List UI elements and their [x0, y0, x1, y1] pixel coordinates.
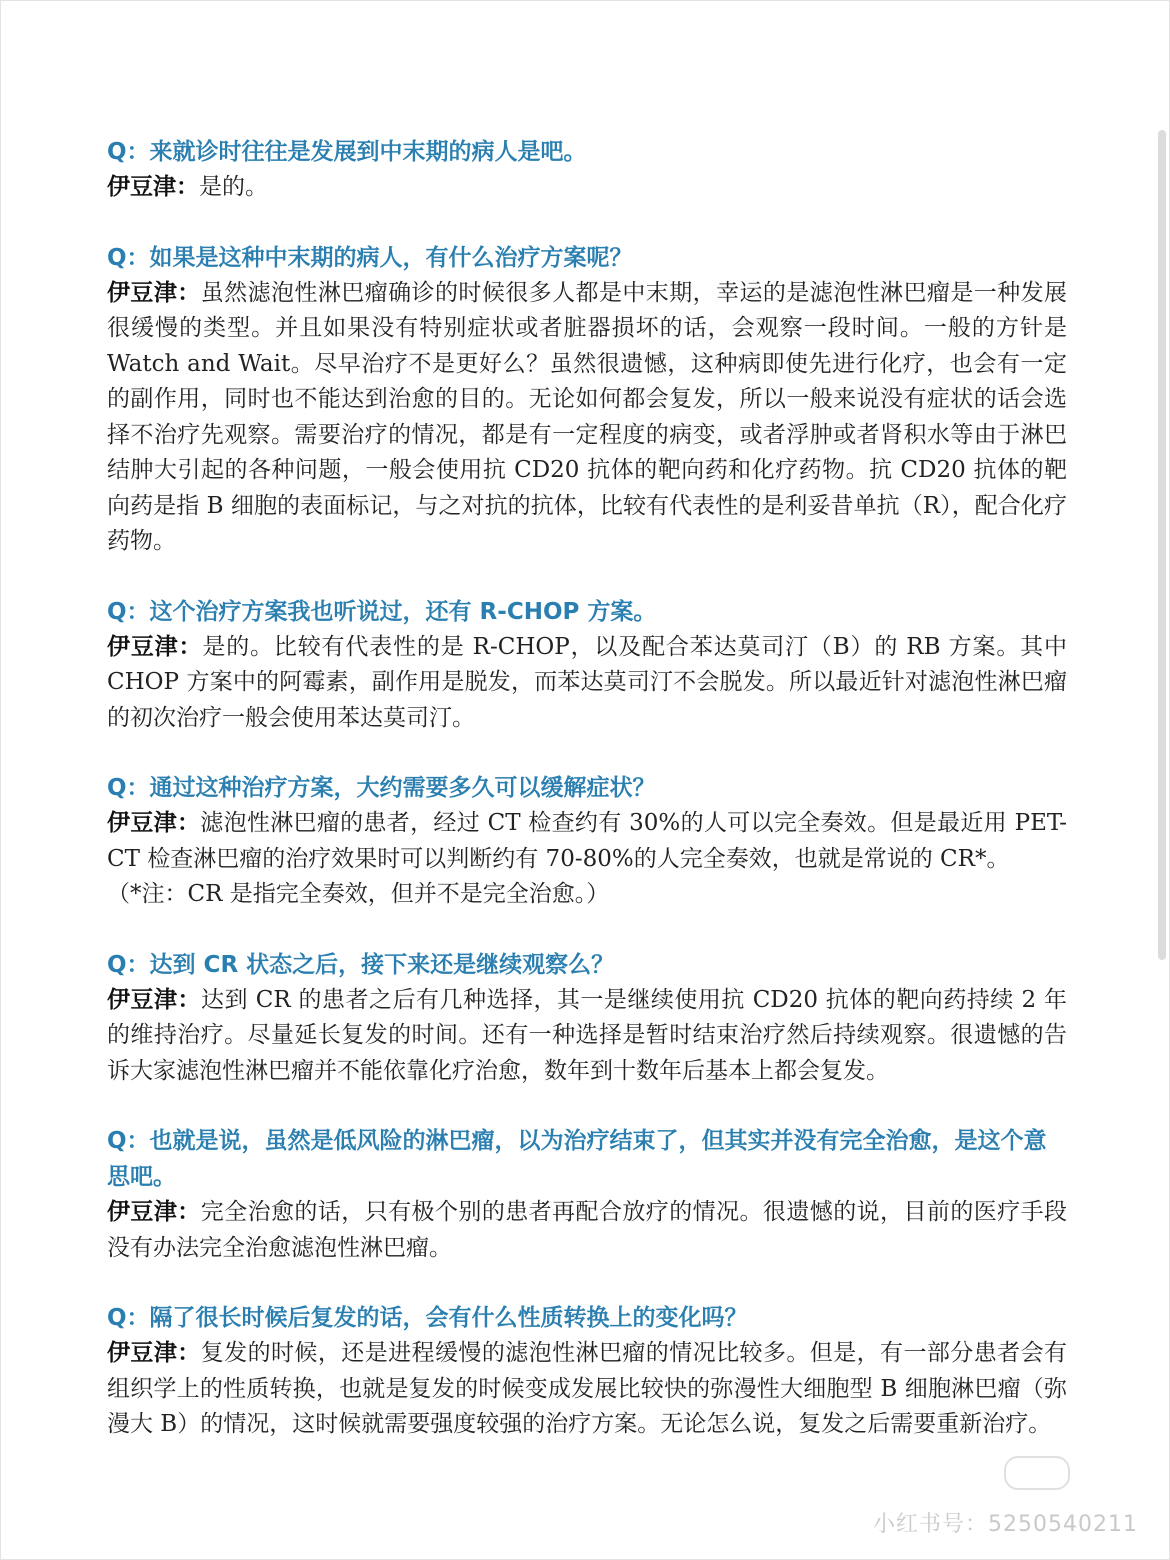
answer-text: 完全治愈的话，只有极个别的患者再配合放疗的情况。很遗憾的说，目前的医疗手段没有办法完全治愈滤泡性淋巴瘤。: [107, 1199, 1068, 1261]
qa-item-1: [107, 134, 1067, 206]
watermark: 小红书号：5250540211: [873, 1512, 1138, 1537]
question: Q：达到 CR 状态之后，接下来还是继续观察么？: [107, 951, 615, 978]
answer-text: 达到 CR 的患者之后有几种选择，其一是继续使用抗 CD20 抗体的靶向药持续 2 年的维持治疗。尽量延长复发的时间。还有一种选择是暂时结束治疗然后持续观察。很遗憾的告诉大家滤泡性淋巴瘤并不能依靠化疗治愈，数年到十数年后基本上都会复发。: [107, 986, 1067, 1084]
qa-item-3: [107, 594, 1067, 737]
answer-text: 虽然滤泡性淋巴瘤确诊的时候很多人都是中末期，幸运的是滤泡性淋巴瘤是一种发展很缓慢的类型。并且如果没有特别症状或者脏器损坏的话，会观察一段时间。一般的方针是 Watch and Wait。尽早治疗不是更好么？虽然很遗憾，这种病即使先进行化疗，也会有一定的副作用，同时也不能达到治愈的目的。无论如何都会复发，所以一般来说没有症状的话会选择不治疗先观察。需要治疗的情况，都是有一定程度的病变，或者浮肿或者肾积水等由于淋巴结肿大引起的各种问题，一般会使用抗 CD20 抗体的靶向药和化疗药物。抗 CD20 抗体的靶向药是指 B 细胞的表面标记，与之对抗的抗体，比较有代表性的是利妥昔单抗（R），配合化疗药物。: [107, 279, 1068, 554]
answer-note: （*注：CR 是指完全奏效，但并不是完全治愈。）: [107, 881, 610, 907]
speaker-name: 伊豆津: [107, 279, 178, 306]
question: Q：这个治疗方案我也听说过，还有 R-CHOP 方案。: [107, 598, 657, 625]
qa-article: [107, 134, 1067, 1477]
question: Q：隔了很长时候后复发的话，会有什么性质转换上的变化吗？: [107, 1305, 748, 1331]
speaker-name: 伊豆津: [107, 986, 178, 1013]
watermark-logo-icon: [1004, 1456, 1070, 1490]
answer: [107, 1336, 1067, 1443]
answer-text: 是的。: [199, 174, 268, 200]
answer-text: 滤泡性淋巴瘤的患者，经过 CT 检查约有 30%的人可以完全奏效。但是最近用 PET-CT 检查淋巴瘤的治疗效果时可以判断约有 70-80%的人完全奏效，也就是常说的 CR*。: [107, 810, 1068, 872]
speaker-label: 伊豆津：: [107, 633, 203, 660]
answer: [107, 630, 1067, 737]
scrollbar[interactable]: [1158, 130, 1166, 960]
qa-item-2: [107, 240, 1067, 560]
speaker-label: 伊豆津：: [107, 1340, 201, 1366]
speaker-label: 伊豆津：: [107, 1199, 201, 1225]
speaker-name: 伊豆津: [107, 810, 177, 836]
qa-item-6: [107, 1123, 1067, 1266]
question: Q：如果是这种中末期的病人，有什么治疗方案呢？: [107, 244, 633, 271]
answer: [107, 983, 1067, 1090]
speaker-label: 伊豆津：: [107, 986, 201, 1013]
speaker-name: 伊豆津: [107, 1199, 178, 1225]
answer-text: 是的。比较有代表性的是 R-CHOP，以及配合苯达莫司汀（B）的 RB 方案。其中 CHOP 方案中的阿霉素，副作用是脱发，而苯达莫司汀不会脱发。所以最近针对滤泡性淋巴瘤的初次治疗一般会使用苯达莫司汀。: [107, 633, 1068, 731]
speaker-name: 伊豆津: [107, 633, 179, 660]
speaker-name: 伊豆津: [107, 1340, 178, 1366]
speaker-label: 伊豆津：: [107, 279, 201, 306]
question: Q：也就是说，虽然是低风险的淋巴瘤，以为治疗结束了，但其实并没有完全治愈，是这个意思吧。: [107, 1128, 1047, 1190]
speaker-name: 伊豆津: [107, 174, 176, 200]
question: Q：来就诊时往往是发展到中末期的病人是吧。: [107, 139, 587, 165]
qa-item-5: [107, 947, 1067, 1090]
question: Q：通过这种治疗方案，大约需要多久可以缓解症状？: [107, 775, 656, 801]
speaker-label: 伊豆津：: [107, 174, 199, 200]
qa-item-7: [107, 1300, 1067, 1443]
qa-item-4: [107, 770, 1067, 913]
answer: [107, 806, 1067, 913]
speaker-label: 伊豆津：: [107, 810, 201, 836]
answer: [107, 276, 1067, 560]
answer: [107, 1195, 1067, 1266]
answer: [107, 170, 1067, 206]
answer-text: 复发的时候，还是进程缓慢的滤泡性淋巴瘤的情况比较多。但是，有一部分患者会有组织学上的性质转换，也就是复发的时候变成发展比较快的弥漫性大细胞型 B 细胞淋巴瘤（弥漫大 B）的情况，这时候就需要强度较强的治疗方案。无论怎么说，复发之后需要重新治疗。: [107, 1340, 1068, 1437]
